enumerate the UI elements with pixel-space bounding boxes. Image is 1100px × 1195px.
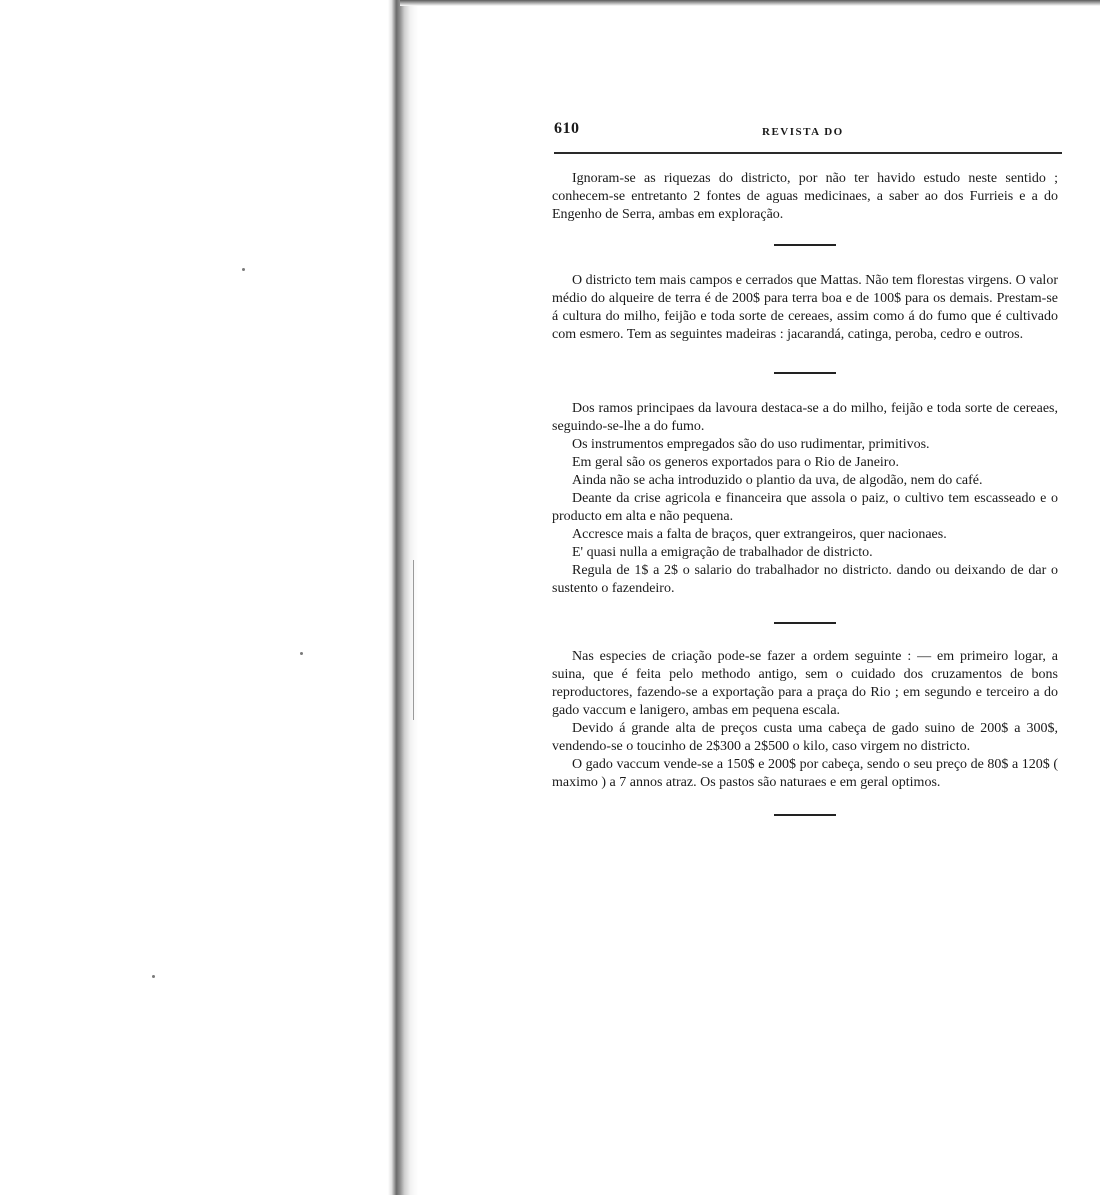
paragraph: Os instrumentos empregados são do uso rudimentar, primitivos.	[572, 437, 930, 452]
paragraph: Nas especies de criação pode-se fazer a ordem seguinte : — em primeiro logar, a suina, que é feita pelo methodo antigo, sem o cuidado dos cruzamentos de bons reproductores, fazendo-se a exportação para a praça do Rio ; em segundo e terceiro a do gado vaccum e lanigero, ambas em pequena escala.	[552, 649, 1058, 718]
section-separator	[774, 622, 836, 624]
scan-speck	[152, 975, 155, 978]
page-header	[554, 118, 1062, 154]
section-separator	[774, 244, 836, 246]
paragraph: O districto tem mais campos e cerrados que Mattas. Não tem florestas virgens. O valor médio do alqueire de terra é de 200$ para terra boa e de 100$ para os demais. Prestam-se á cultura do milho, feijão e toda sorte de cereaes, assim como á do fumo que é cultivado com esmero. Tem as seguintes madeiras : jacarandá, catinga, peroba, cedro e outros.	[552, 273, 1058, 342]
section-land-and-timber	[552, 272, 1058, 344]
paragraph: Deante da crise agricola e financeira que assola o paiz, o cultivo tem escasseado e o producto em alta e não pequena.	[552, 491, 1058, 524]
section-agriculture	[552, 400, 1058, 598]
paragraph: Devido á grande alta de preços custa uma cabeça de gado suino de 200$ a 300$, vendendo-se o toucinho de 2$300 a 2$500 o kilo, caso virgem no districto.	[552, 721, 1058, 754]
section-livestock	[552, 648, 1058, 792]
paragraph: Dos ramos principaes da lavoura destaca-se a do milho, feijão e toda sorte de cereaes, seguindo-se-lhe a do fumo.	[552, 401, 1058, 434]
paragraph: Em geral são os generos exportados para o Rio de Janeiro.	[572, 455, 899, 470]
section-mineral-resources	[552, 170, 1058, 224]
paragraph: O gado vaccum vende-se a 150$ e 200$ por cabeça, sendo o seu preço de 80$ a 120$ ( maximo ) a 7 annos atraz. Os pastos são naturaes e em geral optimos.	[552, 757, 1058, 790]
section-separator	[774, 372, 836, 374]
scan-speck	[242, 268, 245, 271]
scan-speck	[300, 652, 303, 655]
page-body	[552, 170, 1058, 816]
running-title: REVISTA DO	[762, 126, 844, 138]
page-top-edge	[400, 0, 1100, 6]
paragraph: Accresce mais a falta de braços, quer extrangeiros, quer nacionaes.	[572, 527, 947, 542]
page-number: 610	[554, 120, 580, 137]
paragraph: E' quasi nulla a emigração de trabalhador de districto.	[572, 545, 873, 560]
paragraph: Ignoram-se as riquezas do districto, por não ter havido estudo neste sentido ; conhecem-se entretanto 2 fontes de aguas medicinaes, a saber ao dos Furrieis e a do Engenho de Serra, ambas em exploração.	[552, 171, 1058, 222]
paragraph: Ainda não se acha introduzido o plantio da uva, de algodão, nem do café.	[572, 473, 983, 488]
gutter-crease	[413, 560, 414, 720]
section-separator	[774, 814, 836, 816]
paragraph: Regula de 1$ a 2$ o salario do trabalhador no districto. dando ou deixando de dar o sustento o fazendeiro.	[552, 563, 1058, 596]
